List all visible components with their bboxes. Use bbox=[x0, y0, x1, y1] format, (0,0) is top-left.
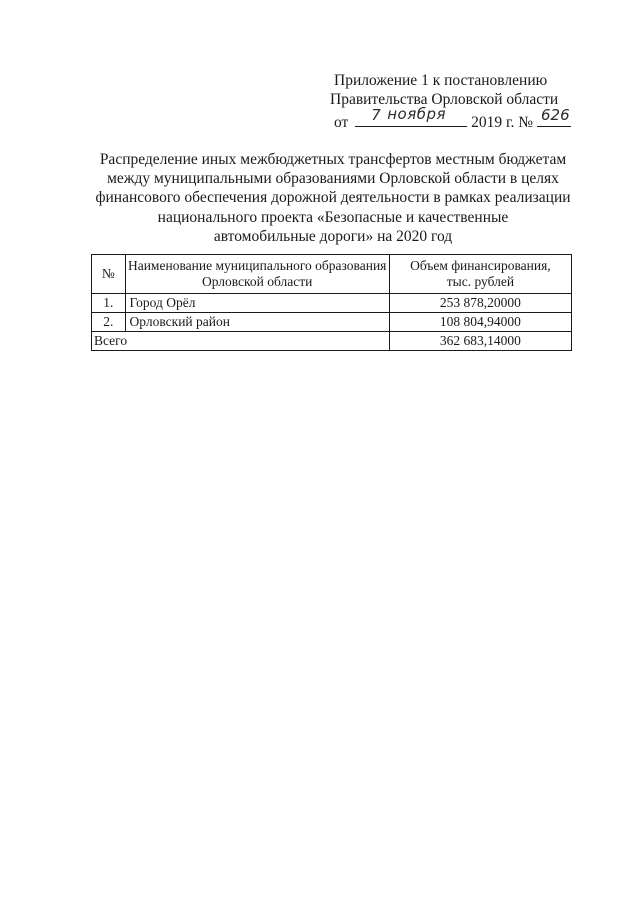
date-field bbox=[355, 105, 467, 127]
row-num: 1. bbox=[92, 294, 126, 313]
year-text: 2019 г. № bbox=[471, 114, 534, 131]
row-amount: 108 804,94000 bbox=[389, 313, 571, 332]
header-amount-line-1: Объем финансирования, bbox=[410, 258, 551, 273]
table-total-row bbox=[92, 332, 572, 351]
title-line-3: финансового обеспечения дорожной деятельности в рамках реализации bbox=[95, 189, 571, 207]
title-line-5: автомобильные дороги» на 2020 год bbox=[213, 227, 453, 245]
row-name: Орловский район bbox=[125, 313, 389, 332]
date-month: ноября bbox=[387, 105, 447, 123]
table-row bbox=[92, 313, 572, 332]
appendix-date-line bbox=[330, 105, 570, 132]
appendix-header bbox=[330, 71, 570, 132]
table-header-row bbox=[92, 255, 572, 294]
total-label: Всего bbox=[92, 332, 390, 351]
document-title bbox=[88, 150, 578, 246]
appendix-line-2: Правительства Орловской области bbox=[330, 91, 559, 108]
header-amount bbox=[389, 255, 571, 294]
header-name bbox=[125, 255, 389, 294]
appendix-line-1: Приложение 1 к постановлению bbox=[334, 72, 548, 89]
title-line-4: национального проекта «Безопасные и качественные bbox=[157, 208, 509, 226]
number-field bbox=[537, 106, 571, 127]
date-day: 7 bbox=[371, 106, 381, 124]
title-line-1: Распределение иных межбюджетных трансфертов местным бюджетам bbox=[99, 151, 567, 168]
row-amount: 253 878,20000 bbox=[389, 294, 571, 313]
total-amount: 362 683,14000 bbox=[389, 332, 571, 351]
table-row bbox=[92, 294, 572, 313]
from-label: от bbox=[334, 114, 349, 131]
header-name-line-2: Орловской области bbox=[201, 274, 313, 289]
row-name: Город Орёл bbox=[125, 294, 389, 313]
allocation-table bbox=[91, 254, 572, 351]
row-num: 2. bbox=[92, 313, 126, 332]
title-line-2: между муниципальными образованиями Орловской области в целях bbox=[107, 170, 559, 188]
header-num: № bbox=[92, 255, 126, 294]
header-name-line-1: Наименование муниципального образования bbox=[127, 258, 387, 273]
doc-number: 626 bbox=[540, 106, 570, 124]
header-amount-line-2: тыс. рублей bbox=[446, 274, 515, 289]
